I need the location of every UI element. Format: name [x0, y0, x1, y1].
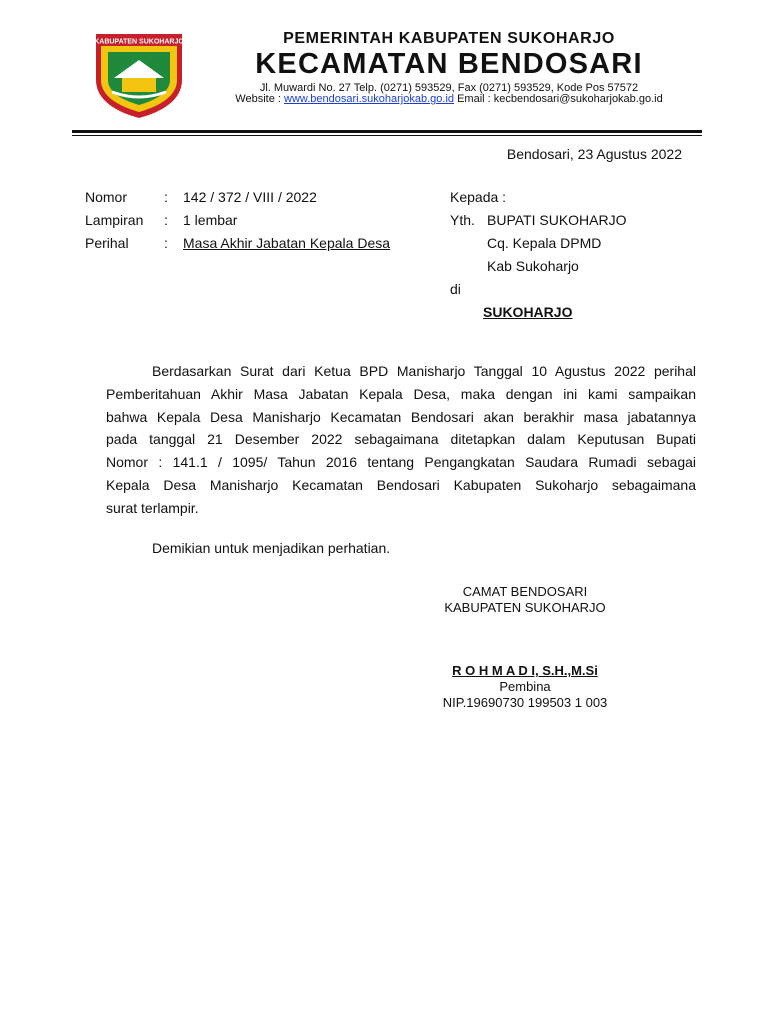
signatory-nip: NIP.19690730 199503 1 003 — [442, 695, 608, 710]
emblem-text: KABUPATEN SUKOHARJO — [94, 38, 184, 46]
body-line: Pemberitahuan Akhir Masa Jabatan Kepala Desa, maka dengan ini kami sampaikan — [106, 385, 696, 402]
email-label: Email : — [457, 93, 491, 105]
body-line: Nomor : 141.1 / 1095/ Tahun 2016 tentang Pengangkatan Saudara Rumadi sebagai — [106, 454, 696, 471]
di-label: di — [450, 281, 461, 297]
signatory-name-text: R O H M A D I, S.H.,M.Si — [452, 663, 598, 678]
government-line: PEMERINTAH KABUPATEN SUKOHARJO — [283, 30, 615, 47]
letter-date: Bendosari, 23 Agustus 2022 — [506, 146, 682, 162]
body-line: Berdasarkan Surat dari Ketua BPD Manisharjo Tanggal 10 Agustus 2022 perihal — [152, 363, 696, 379]
yth-label: Yth. — [450, 212, 475, 228]
body-line: Kepala Desa Manisharjo Kecamatan Bendosari Kabupaten Sukoharjo sebagaimana — [106, 476, 696, 493]
perihal-colon: : — [164, 235, 168, 251]
recipient-line1: BUPATI SUKOHARJO — [487, 212, 627, 228]
perihal-value: Masa Akhir Jabatan Kepala Desa — [183, 235, 391, 251]
perihal-label: Perihal — [85, 235, 129, 251]
office-name: KECAMATAN BENDOSARI — [255, 48, 643, 80]
body-line: pada tanggal 21 Desember 2022 sebagaimana ditetapkan dalam Keputusan Bupati — [106, 431, 696, 448]
letterhead-rule-thin — [72, 135, 702, 136]
closing-paragraph: Demikian untuk menjadikan perhatian. — [152, 540, 391, 556]
lampiran-value: 1 lembar — [183, 212, 238, 228]
recipient-line2: Cq. Kepala DPMD — [487, 235, 602, 251]
nomor-colon: : — [164, 189, 168, 205]
signatory-title-1: CAMAT BENDOSARI — [462, 584, 588, 599]
signatory-rank: Pembina — [499, 679, 551, 694]
recipient-place: SUKOHARJO — [483, 304, 573, 320]
regency-emblem-logo — [92, 32, 186, 120]
body-paragraph — [106, 360, 696, 520]
kepada-label: Kepada : — [450, 189, 507, 205]
body-line: surat terlampir. — [106, 499, 199, 516]
website-link[interactable]: www.bendosari.sukoharjokab.go.id — [284, 93, 455, 105]
signatory-name — [400, 663, 650, 678]
recipient-line3: Kab Sukoharjo — [487, 258, 579, 274]
office-address: Jl. Muwardi No. 27 Telp. (0271) 593529, Fax (0271) 593529, Kode Pos 57572 — [259, 82, 639, 94]
nomor-value: 142 / 372 / VIII / 2022 — [183, 189, 317, 205]
lampiran-colon: : — [164, 212, 168, 228]
contact-line — [196, 93, 702, 105]
nomor-label: Nomor — [85, 189, 128, 205]
letterhead-rule-thick — [72, 130, 702, 133]
lampiran-label: Lampiran — [85, 212, 144, 228]
body-line: bahwa Kepala Desa Manisharjo Kecamatan Bendosari akan berakhir masa jabatannya — [106, 408, 696, 425]
signatory-title-2: KABUPATEN SUKOHARJO — [444, 600, 606, 615]
website-label: Website : — [235, 93, 281, 105]
email-address: kecbendosari@sukoharjokab.go.id — [493, 93, 663, 105]
